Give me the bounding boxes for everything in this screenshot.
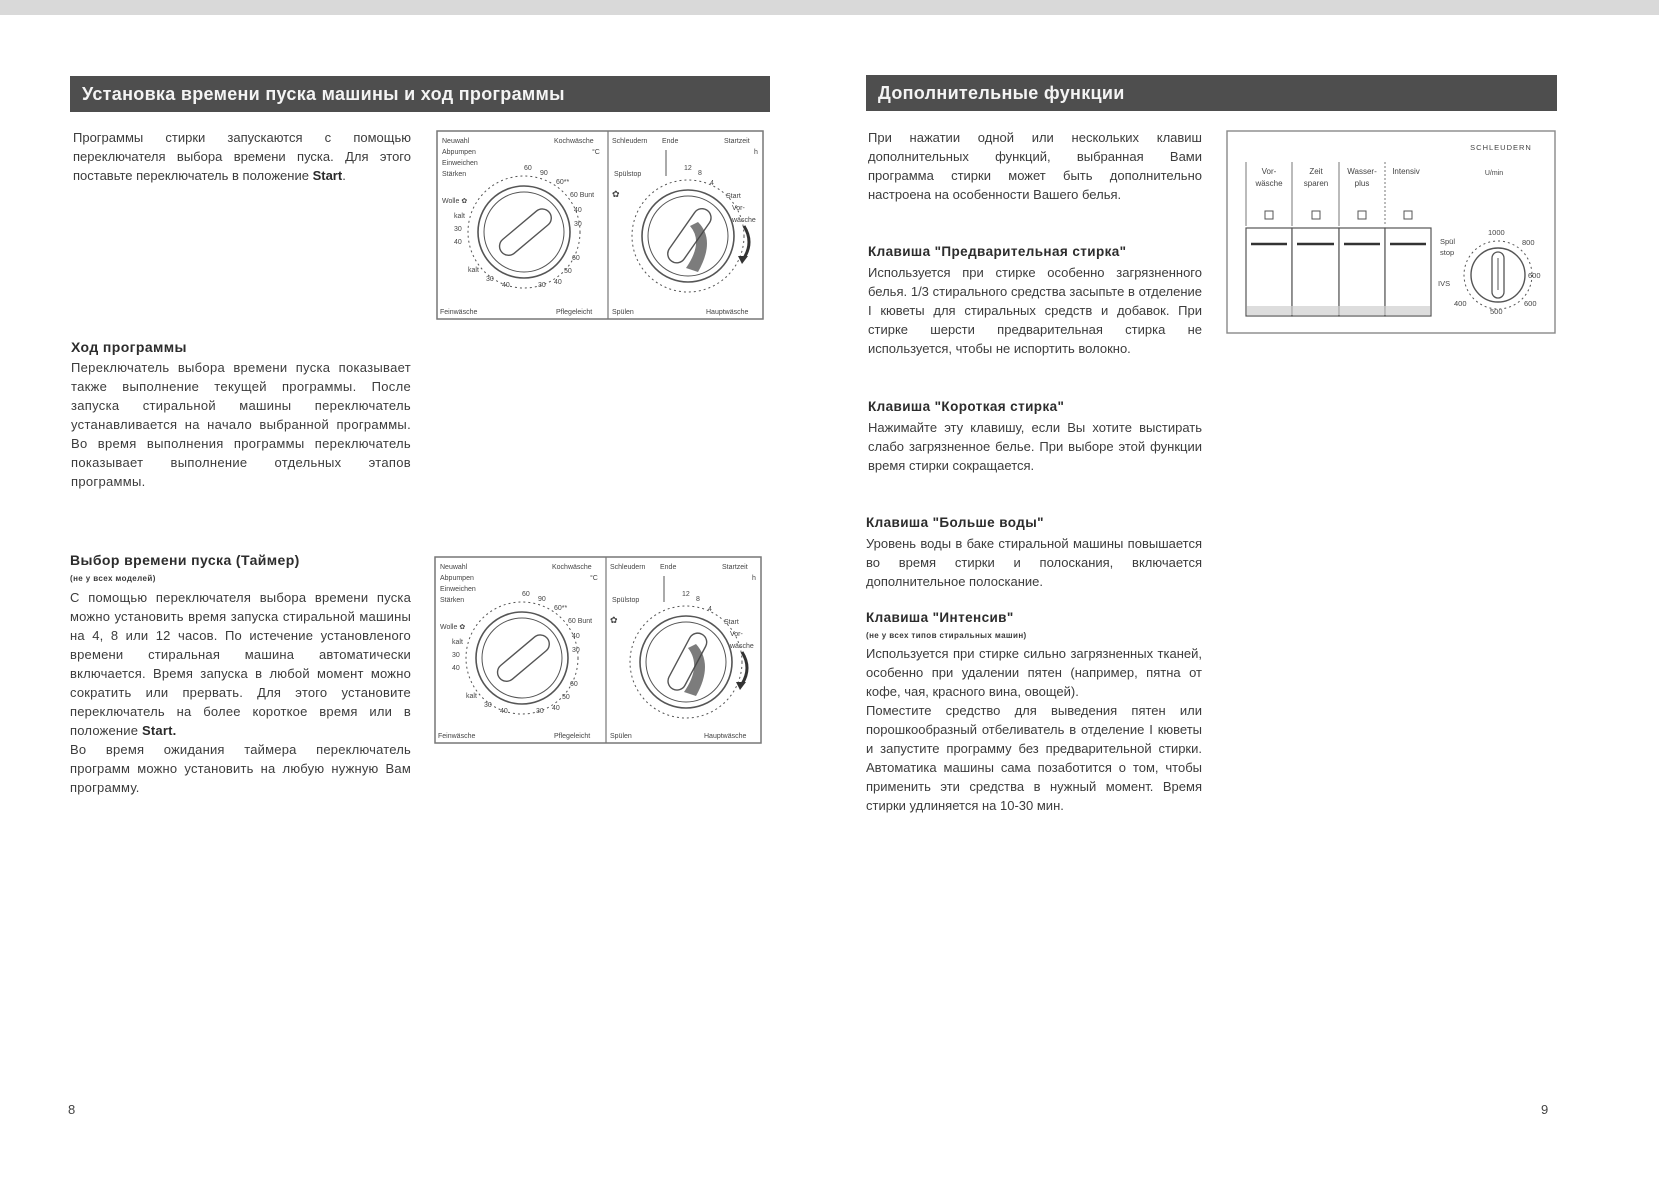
label-deg: °C <box>592 149 600 156</box>
fein-kalt: kalt <box>466 693 477 700</box>
fein-30: 30 <box>486 276 494 283</box>
button-label-zeit: Zeit <box>1309 167 1323 176</box>
panel-border <box>437 131 763 319</box>
bunt-30: 30 <box>572 647 580 654</box>
section-timer-bold: Start. <box>142 723 177 738</box>
arrow-head-icon <box>738 256 748 264</box>
button-label-wasser: Wasser- <box>1347 167 1377 176</box>
label-staerken: Stärken <box>442 171 467 178</box>
label-feinwaesche: Feinwäsche <box>438 733 476 740</box>
label-einweichen: Einweichen <box>442 160 478 167</box>
timer-knob-shadow <box>684 644 705 696</box>
arrow-head-icon <box>736 682 746 690</box>
speed-600-bottom: 600 <box>1524 299 1537 308</box>
section-timer-text1: С помощью переключателя выбора времени пуска можно установить время запуска стиральной машины на 4, 8 или 12 часов. По истечение установленого времени стиральная машина автоматически включается. Время запуска в любой момент можно сократить или прервать. Для этого установите переключатель на более короткое время или в положение <box>70 590 411 738</box>
dial-panel-diagram-1 <box>436 130 766 322</box>
label-startzeit: Startzeit <box>724 138 750 145</box>
program-dial-knob[interactable] <box>496 205 555 259</box>
label-staerken: Stärken <box>440 597 465 604</box>
program-dial-rim <box>476 612 568 704</box>
label-start: Start <box>724 619 739 626</box>
function-buttons-diagram <box>1226 130 1558 336</box>
indicator-led-wasserplus <box>1358 211 1366 219</box>
label-deg: °C <box>590 575 598 582</box>
label-waesche: wäsche <box>732 217 756 224</box>
label-spuel: Spül <box>1440 237 1456 246</box>
fein-kalt: kalt <box>468 267 479 274</box>
left-intro-paragraph <box>73 128 411 185</box>
section-timer-note: (не у всех моделей) <box>70 574 156 583</box>
label-neuwahl: Neuwahl <box>440 564 468 571</box>
section-intensive-text: Используется при стирке сильно загрязненных тканей, особенно при удалении пятен (например, пятна от кофе, чая, красного вина, овощей). <box>866 646 1202 699</box>
label-neuwahl: Neuwahl <box>442 138 470 145</box>
wolle-temp-kalt: kalt <box>452 639 463 646</box>
ring-60-star: 60** <box>554 605 568 612</box>
section-title-short: Клавиша "Короткая стирка" <box>868 399 1065 414</box>
wolle-temp-40: 40 <box>454 239 462 246</box>
right-intro-text: При нажатии одной или нескольких клавиш дополнительных функций, выбранная Вами программа стирки может быть дополнительно настроена на особенности Вашего белья. <box>868 130 1202 202</box>
program-dial-knob[interactable] <box>494 631 553 685</box>
section-short-text: Нажимайте эту клавишу, если Вы хотите выстирать слабо загрязненное белье. При выборе этой функции время стирки сокращается. <box>868 420 1202 473</box>
section-intensive-text2: Поместите средство для выведения пятен или порошкообразный отбеливатель в отделение I кюветы и запустите программу без предварительной стирки. Автоматика машины сама позаботится о том, чтобы применить эти средства в нужный момент. Время стирки удлиняется на 10-30 мин. <box>866 703 1202 813</box>
wolle-temp-kalt: kalt <box>454 213 465 220</box>
flower-symbol-icon: ✿ <box>610 615 618 625</box>
program-dial-face <box>484 192 564 272</box>
ring-60-star: 60** <box>556 179 570 186</box>
hour-12: 12 <box>684 165 692 172</box>
label-stop: stop <box>1440 248 1455 257</box>
speed-800: 800 <box>1522 238 1535 247</box>
dial-panel-diagram-2 <box>434 556 764 746</box>
speed-400: 400 <box>1454 299 1467 308</box>
label-spuelen: Spülen <box>610 733 632 740</box>
label-schleudern: Schleudern <box>612 138 648 145</box>
timer-dial-face <box>648 196 728 276</box>
left-intro-end: . <box>342 168 346 183</box>
pflege-40: 40 <box>552 705 560 712</box>
section-prewash-text: Используется при стирке особенно загрязненного белья. 1/3 стирального средства засыпьте в отделение I кюветы для стиральных средств и добавок. При стирке шерсти предварительная стирка не используется, чтобы не испортить волокно. <box>868 265 1202 356</box>
label-ende: Ende <box>660 564 677 571</box>
program-dial-face <box>482 618 562 698</box>
left-page-header: Установка времени пуска машины и ход программы <box>70 76 770 112</box>
label-vor: Vor- <box>732 205 745 212</box>
label-start: Start <box>726 193 741 200</box>
label-kochwaesche: Kochwäsche <box>554 138 594 145</box>
pflege-60: 60 <box>572 255 580 262</box>
scan-top-strip <box>0 0 1659 15</box>
button-intensiv[interactable] <box>1385 228 1431 316</box>
bunt-40: 40 <box>574 207 582 214</box>
timer-dial-rim <box>640 616 732 708</box>
left-intro-text: Программы стирки запускаются с помощью переключателя выбора времени пуска. Для этого поставьте переключатель в положение <box>73 130 411 183</box>
wolle-temp-30: 30 <box>454 226 462 233</box>
section-progress-text: Переключатель выбора времени пуска показывает также выполнение текущей программы. После запуска стиральной машины переключатель устанавливается на начало выбранной программы. Во время выполнения программы переключатель показывает выполнение отдельных этапов программы. <box>71 360 411 489</box>
section-title-timer: Выбор времени пуска (Таймер) <box>70 552 300 568</box>
bunt-30: 30 <box>574 221 582 228</box>
section-timer-paragraph <box>70 588 411 797</box>
label-bunt: 60 Bunt <box>568 618 593 625</box>
hour-12: 12 <box>682 591 690 598</box>
label-pflegeleicht: Pflegeleicht <box>556 309 593 316</box>
hour-4: 4 <box>710 180 714 187</box>
label-wolle: Wolle ✿ <box>440 624 466 631</box>
label-vor: Vor- <box>730 631 743 638</box>
fein-30: 30 <box>484 702 492 709</box>
wolle-temp-40: 40 <box>452 665 460 672</box>
flower-symbol-icon: ✿ <box>612 189 620 199</box>
pflege-50: 50 <box>564 268 572 275</box>
hour-8: 8 <box>696 596 700 603</box>
panel-border <box>435 557 761 743</box>
label-spuelstop: Spülstop <box>614 171 642 178</box>
left-intro-bold: Start <box>312 168 343 183</box>
indicator-led-vorwaesche <box>1265 211 1273 219</box>
label-einweichen: Einweichen <box>440 586 476 593</box>
timer-knob-shadow <box>686 222 707 272</box>
label-schleudern: Schleudern <box>610 564 646 571</box>
section-title-progress: Ход программы <box>71 339 187 355</box>
section-intensive-paragraph <box>866 644 1202 815</box>
speed-500: 500 <box>1490 307 1503 316</box>
label-schleudern: SCHLEUDERN <box>1470 143 1532 152</box>
rotation-arrow-icon <box>742 652 747 684</box>
section-intensive-note: (не у всех типов стиральных машин) <box>866 631 1027 640</box>
hour-8: 8 <box>698 170 702 177</box>
speed-600-right: 600 <box>1528 271 1541 280</box>
section-water-text: Уровень воды в баке стиральной машины повышается во время стирки и полоскания, включается дополнительное полоскание. <box>866 536 1202 589</box>
indicator-led-intensiv <box>1404 211 1412 219</box>
label-hauptwaesche: Hauptwäsche <box>706 309 749 316</box>
pflege-50: 50 <box>562 694 570 701</box>
speed-1000: 1000 <box>1488 228 1505 237</box>
label-bunt: 60 Bunt <box>570 192 595 199</box>
label-hauptwaesche: Hauptwäsche <box>704 733 747 740</box>
label-pflegeleicht: Pflegeleicht <box>554 733 591 740</box>
button-label-intensiv: Intensiv <box>1392 167 1420 176</box>
fein-40: 40 <box>500 708 508 715</box>
label-umin: U/min <box>1484 170 1504 177</box>
ring-60: 60 <box>522 591 530 598</box>
timer-dial-knob[interactable] <box>664 205 714 266</box>
label-abpumpen: Abpumpen <box>440 575 474 582</box>
program-dial-rim <box>478 186 570 278</box>
section-title-prewash: Клавиша "Предварительная стирка" <box>868 244 1127 259</box>
label-h: h <box>754 149 758 156</box>
label-spuelen: Spülen <box>612 309 634 316</box>
hour-4: 4 <box>708 606 712 613</box>
pflege-30: 30 <box>536 708 544 715</box>
indicator-led-zeitsparen <box>1312 211 1320 219</box>
button-zeitsparen[interactable] <box>1292 228 1339 316</box>
button-texture <box>1247 306 1430 315</box>
ring-90: 90 <box>540 170 548 177</box>
button-wasserplus[interactable] <box>1339 228 1385 316</box>
label-ende: Ende <box>662 138 679 145</box>
bunt-40: 40 <box>572 633 580 640</box>
label-feinwaesche: Feinwäsche <box>440 309 478 316</box>
pflege-40: 40 <box>554 279 562 286</box>
label-spuelstop: Spülstop <box>612 597 640 604</box>
page-number-left: 8 <box>68 1102 76 1117</box>
label-wolle: Wolle ✿ <box>442 198 468 205</box>
label-kochwaesche: Kochwäsche <box>552 564 592 571</box>
button-label-plus: plus <box>1354 179 1370 188</box>
ring-90: 90 <box>538 596 546 603</box>
pflege-60: 60 <box>570 681 578 688</box>
label-ivs: IVS <box>1438 279 1451 288</box>
right-page-header: Дополнительные функции <box>866 75 1557 111</box>
section-title-water: Клавиша "Больше воды" <box>866 515 1044 530</box>
section-title-intensive: Клавиша "Интенсив" <box>866 610 1014 625</box>
button-label-vor: Vor- <box>1261 167 1277 176</box>
button-label-waesche: wäsche <box>1255 179 1283 188</box>
button-label-sparen: sparen <box>1303 179 1329 188</box>
wolle-temp-30: 30 <box>452 652 460 659</box>
rotation-arrow-icon <box>744 226 749 258</box>
button-vorwaesche[interactable] <box>1246 228 1292 316</box>
fein-40: 40 <box>502 282 510 289</box>
page-number-right: 9 <box>1541 1102 1549 1117</box>
label-abpumpen: Abpumpen <box>442 149 476 156</box>
ring-60: 60 <box>524 165 532 172</box>
pflege-30: 30 <box>538 282 546 289</box>
label-waesche: wäsche <box>730 643 754 650</box>
label-startzeit: Startzeit <box>722 564 748 571</box>
label-h: h <box>752 575 756 582</box>
section-timer-text2: Во время ожидания таймера переключатель программ можно установить на любую нужную Вам программу. <box>70 742 411 795</box>
